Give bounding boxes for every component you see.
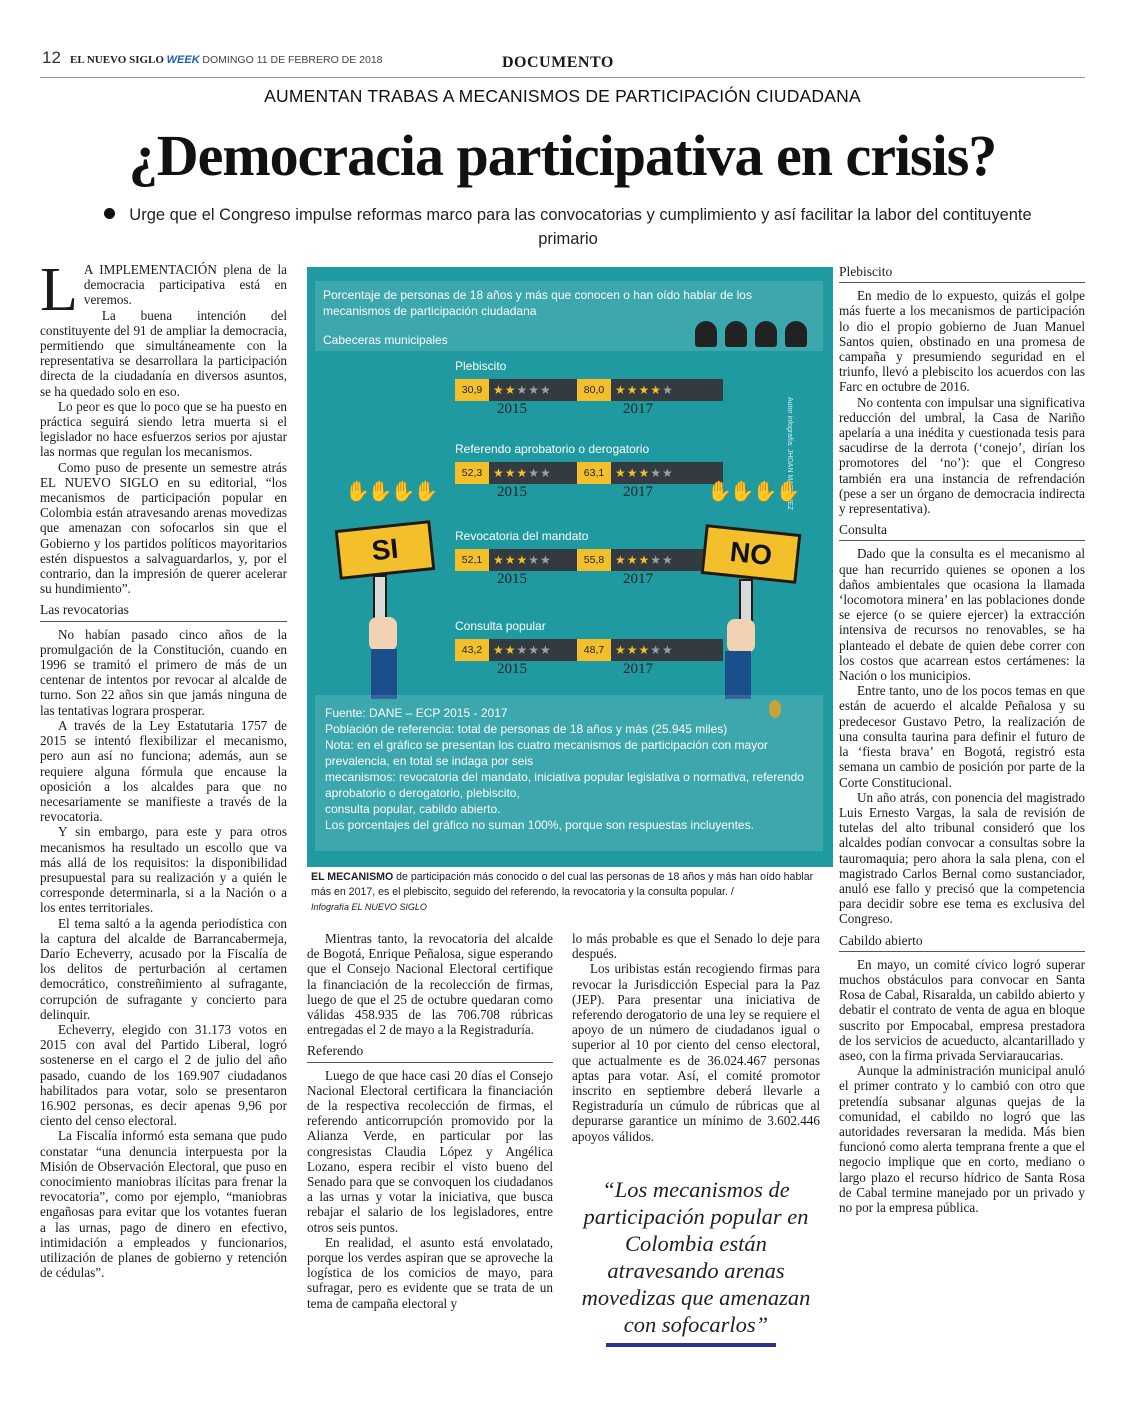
paragraph: Lo peor es que lo poco que se ha puesto en práctica seguirá siendo letra muerta si el legislador no hace esfuerzos serios por ajustar las normas que regulan los mecanismos. <box>40 398 287 460</box>
chart-value-2017: 63,1 <box>577 462 611 484</box>
note-line: mecanismos: revocatoria del mandato, iniciativa popular legislativa o normativa, referendo aprobatorio o derogatorio, plebiscito, <box>325 770 804 800</box>
chart-year-label: 2015 <box>497 401 527 417</box>
chart-year-label: 2015 <box>497 661 527 677</box>
paragraph: El tema saltó a la agenda periodística con la captura del alcalde de Barrancabermeja, Darío Echeverry, acusado por la Fiscalía de los delitos de perturbación al certamen democrático, constreñimiento al sufragante, corrupción de sufragante y concierto para delinquir. <box>40 915 287 1022</box>
chart-value-2015: 52,1 <box>455 549 489 571</box>
raised-hands-icon: ✋✋✋✋ <box>345 479 437 503</box>
infographic-credit: Autor infografía: JHOAN MARTÍNEZ <box>786 397 793 511</box>
section-label: DOCUMENTO <box>502 54 614 71</box>
chart-category-label: Consulta popular <box>455 619 546 633</box>
subhead-revocatorias: Las revocatorias <box>40 600 287 621</box>
chart-year-label: 2015 <box>497 484 527 500</box>
chart-year-label: 2017 <box>623 661 653 677</box>
issue-date: DOMINGO 11 DE FEBRERO DE 2018 <box>202 54 383 66</box>
chart-category-label: Referendo aprobatorio o derogatorio <box>455 442 650 456</box>
paragraph: Y sin embargo, para este y para otros mecanismos ha resultado un escollo que va más allá de los requisitos: la disponibilidad presupuestal para su realización y a quién le corresponde determinarla, si a la Nación o a los entes territoriales. <box>40 824 287 916</box>
paragraph: Dado que la consulta es el mecanismo al que han recurrido quienes se oponen a los daños ambientales que ocasiona la llamada ‘locomotora minera’ en las poblaciones donde se ejerce (o se quiere ejercer) la extracción intensiva de recursos no renovables, se ha planteado el debate de quien debe correr con los costos que acarrean estos certámenes: la Nación o los municipios. <box>839 546 1085 684</box>
hand-icon <box>727 619 755 653</box>
column-2 <box>307 931 553 1311</box>
population-line: Población de referencia: total de personas de 18 años y más (25.945 miles) <box>325 722 728 736</box>
caption-signature: Infografía EL NUEVO SIGLO <box>311 902 427 912</box>
subhead-plebiscito: Plebiscito <box>839 262 1085 283</box>
note-line: Nota: en el gráfico se presentan los cuatro mecanismos de participación con mayor prevalencia, en total se indaga por seis <box>325 738 768 768</box>
chart-category-label: Revocatoria del mandato <box>455 529 589 543</box>
bullet-icon <box>104 208 115 219</box>
infographic-caption <box>311 870 833 915</box>
paragraph: L A IMPLEMENTACIÓN plena de la democracia participativa está en veremos. <box>40 256 287 324</box>
paragraph: Un año atrás, con ponencia del magistrado Luis Ernesto Vargas, la sala de revisión de tutelas del alto tribunal consideró que los alcaldes podían convocar a consultas sobre la tauromaquia; pero ahora la sala plena, con el magistrado Carlos Bernal como sustanciador, anuló ese fallo y precisó que la competencia para decidir sobre ese tema es exclusiva del Congreso. <box>839 789 1085 927</box>
chart-value-2017: 80,0 <box>577 379 611 401</box>
paragraph: En mayo, un comité cívico logró superar muchos obstáculos para convocar en Santa Rosa de Cabal, Risaralda, un cabildo abierto y debatir el contrato de venta de agua en bloque suscrito por Empocabal, empresa prestadora de los servicios de acueducto, alcantarillado y aseo, con la firma privada Serviaraucarias. <box>839 956 1085 1063</box>
arm-right <box>725 651 751 699</box>
chart-year-label: 2017 <box>623 484 653 500</box>
paragraph: Echeverry, elegido con 31.173 votos en 2015 con aval del Partido Liberal, logró sostenerse en el cargo el 2 de julio del año pasado, cuando de los 169.907 ciudadanos habilitados para votar, solo se presentaron 16.902 personas, es decir apenas 9,96 por ciento del censo electoral. <box>40 1021 287 1129</box>
drop-cap: L <box>40 256 78 324</box>
subhead-cabildo: Cabildo abierto <box>839 931 1085 952</box>
arm-left <box>371 649 397 699</box>
chart-stars-2017: ★★★★★ <box>615 553 674 567</box>
chart-stars-2017: ★★★★★ <box>615 643 674 657</box>
note-line: consulta popular, cabildo abierto. <box>325 802 501 816</box>
article-deck <box>88 203 1048 251</box>
article-kicker: AUMENTAN TRABAS A MECANISMOS DE PARTICIPACIÓN CIUDADANA <box>264 86 861 106</box>
chart-stars-2015: ★★★★★ <box>493 643 552 657</box>
chart-stars-2017: ★★★★★ <box>615 466 674 480</box>
sign-yes: SI <box>335 520 436 580</box>
masthead <box>70 54 383 66</box>
hand-icon <box>369 617 397 651</box>
chart-value-2015: 30,9 <box>455 379 489 401</box>
chart-value-2017: 55,8 <box>577 549 611 571</box>
pull-quote: “Los mecanismos de participación popular en Colombia están atravesando arenas movedizas que amenazan con sofocarlos” <box>581 1177 811 1337</box>
paragraph: Como puso de presente un semestre atrás EL NUEVO SIGLO en su editorial, “los mecanismos de participación popular en Colombia están atravesando arenas movedizas que amenazan con sofocarlos sin que el Gobierno y los partidos políticos mayoritarios estén dispuestos a salvaguardarlos, y, por el contrario, dan la impresión de querer acelerar su hundimiento”. <box>40 459 287 597</box>
subhead-referendo: Referendo <box>307 1041 553 1062</box>
chart-year-label: 2017 <box>623 401 653 417</box>
chart-stars-2017: ★★★★★ <box>615 383 674 397</box>
note-line: Los porcentajes del gráfico no suman 100%, porque son respuestas incluyentes. <box>325 818 754 832</box>
subhead-consulta: Consulta <box>839 520 1085 541</box>
infographic-intro-text: Porcentaje de personas de 18 años y más que conocen o han oído hablar de los mecanismos de participación ciudadana <box>323 288 752 318</box>
chart-value-2017: 48,7 <box>577 639 611 661</box>
chart-stars-2015: ★★★★★ <box>493 466 552 480</box>
caption-lead: EL MECANISMO <box>311 871 394 883</box>
raised-hands-icon: ✋✋✋✋ <box>707 479 799 503</box>
coin-icon <box>769 700 781 718</box>
chart-value-2015: 52,3 <box>455 462 489 484</box>
paragraph: Aunque la administración municipal anuló el primer contrato y lo cambió con otro que pretendía subsanar algunas quejas de la comunidad, el cabildo no logró que las autoridades reversaran la medida. Más bien funcionó como alerta temprana frente a que el negocio implique que en corto, mediano o largo plazo el recurso hídrico de Santa Rosa de Cabal termine manejado por un privado y no por la empresa pública. <box>839 1063 1085 1215</box>
column-1 <box>40 256 287 1281</box>
column-3 <box>572 931 820 1144</box>
paragraph: Los uribistas están recogiendo firmas para revocar la Jurisdicción Especial para la Paz (JEP). Para presentar una iniciativa de referendo derogatorio de una ley se requiere el apoyo de un número de ciudadanos igual o superior al 10 por ciento del censo electoral, que actualmente es de 36.024.467 personas aptas para votar. Así, el comité promotor inscrito en septiembre deberá llevarle a Registraduría un cúmulo de rúbricas que al depurarse garantice un mínimo de 3.602.446 apoyos válidos. <box>572 961 820 1144</box>
paragraph: A través de la Ley Estatutaria 1757 de 2015 se intentó flexibilizar el mecanismo, pero aun así no funciona; además, aun se requiere alguna fórmula que encause la oposición a los alcaldes para que no necesariamente se manifieste a través de la revocatoria. <box>40 717 287 825</box>
paragraph: La Fiscalía informó esta semana que pudo constatar “una denuncia interpuesta por la Misión de Observación Electoral, que puso en conocimiento maniobras ilícitas para frenar la revocatoria”, como por ejemplo, “maniobras engañosas para evitar que los votantes fueran a las urnas, pago de dinero en efectivo, intimidación a empleados y funcionarios, utilización de planes de gobierno y retención de cédulas”. <box>40 1128 287 1281</box>
deck-text: Urge que el Congreso impulse reformas marco para las convocatorias y cumplimiento y así facilitar la labor del contituyente primario <box>129 206 1032 248</box>
infographic-source-box <box>315 695 823 851</box>
chart-category-label: Plebiscito <box>455 359 507 373</box>
source-line: Fuente: DANE – ECP 2015 - 2017 <box>325 706 508 720</box>
paragraph: La buena intención del constituyente del 91 de ampliar la democracia, permitiendo que simultáneamente con la representativa se desarrollara la participación directa de la ciudadanía en diversos asuntos, se ha quedado solo en eso. <box>40 307 287 399</box>
chart-year-label: 2017 <box>623 571 653 587</box>
paragraph: No contenta con impulsar una significativa reducción del umbral, la Casa de Nariño apelaría a una inédita y cuestionada tesis para sacudirse de la derrota (‘conejo’, dirían los promotores del ‘no’): que el Congreso también era una instancia de refrendación (pese a ser un órgano de democracia indirecta y representativa). <box>839 394 1085 517</box>
people-icon <box>695 317 815 351</box>
page-number: 12 <box>42 48 61 67</box>
paper-week: WEEK <box>166 54 200 66</box>
chart-year-label: 2015 <box>497 571 527 587</box>
sign-no: NO <box>701 524 802 584</box>
article-title: ¿Democracia participativa en crisis? <box>128 123 997 188</box>
chart-value-2015: 43,2 <box>455 639 489 661</box>
paragraph: Entre tanto, uno de los pocos temas en que están de acuerdo el alcalde Peñalosa y su predecesor Gustavo Petro, la realización de una consulta taurina para definir el futuro de la ‘fiesta brava’ en Bogotá, registró esta semana un cambio de posición por parte de la Corte Constitucional. <box>839 683 1085 790</box>
paragraph: En medio de lo expuesto, quizás el golpe más fuerte a los mecanismos de participación lo dio el propio gobierno de Juan Manuel Santos quien, obstinado en una promesa de campaña y presumiendo seguridad en el triunfo, llevó a plebiscito los acuerdos con las Farc en octubre de 2016. <box>839 288 1085 395</box>
paper-name: EL NUEVO SIGLO <box>70 54 164 66</box>
paragraph: Luego de que hace casi 20 días el Consejo Nacional Electoral certificara la financiación de la respectiva recolección de firmas, el referendo anticorrupción promovido por la Alianza Verde, en particular por las congresistas Claudia López y Angélica Lozano, espera recibir el visto bueno del Senado para que se convoquen los ciudadanos a las urnas y votar la iniciativa, que busca rebajar el salario de los legisladores, entre otros seis puntos. <box>307 1067 553 1235</box>
header-rule <box>40 77 1085 78</box>
chart-stars-2015: ★★★★★ <box>493 553 552 567</box>
pull-quote-rule <box>606 1343 776 1347</box>
column-4 <box>839 262 1085 1215</box>
paragraph: lo más probable es que el Senado lo deje para después. <box>572 931 820 962</box>
paragraph: No habían pasado cinco años de la promulgación de la Constitución, cuando en 1996 se tramitó el primero de más de un centenar de intentos por revocar al alcalde de turno. Son 22 años sin que jamás ninguna de las tentativas lograra prosperar. <box>40 626 287 718</box>
infographic <box>307 267 833 867</box>
paragraph: Mientras tanto, la revocatoria del alcalde de Bogotá, Enrique Peñalosa, sigue esperando que el Consejo Nacional Electoral certifique la financiación de la recolección de firmas, luego de que el 25 de octubre quedaran como válidas 458.935 de las 706.708 rúbricas entregadas el 2 de mayo a la Registraduría. <box>307 931 553 1038</box>
chart-stars-2015: ★★★★★ <box>493 383 552 397</box>
paragraph: En realidad, el asunto está envolatado, porque los verdes aspiran que se aproveche la logística de los comicios de mayo, para sufragar, pero es evidente que se trata de un tema de campaña electoral y <box>307 1234 553 1311</box>
caption-text: de participación más conocido o del cual las personas de 18 años y más han oído hablar más en 2017, es el plebiscito, seguido del referendo, la revocatoria y la consulta popular. / <box>311 871 814 898</box>
infographic-subtitle: Cabeceras municipales <box>323 333 448 347</box>
